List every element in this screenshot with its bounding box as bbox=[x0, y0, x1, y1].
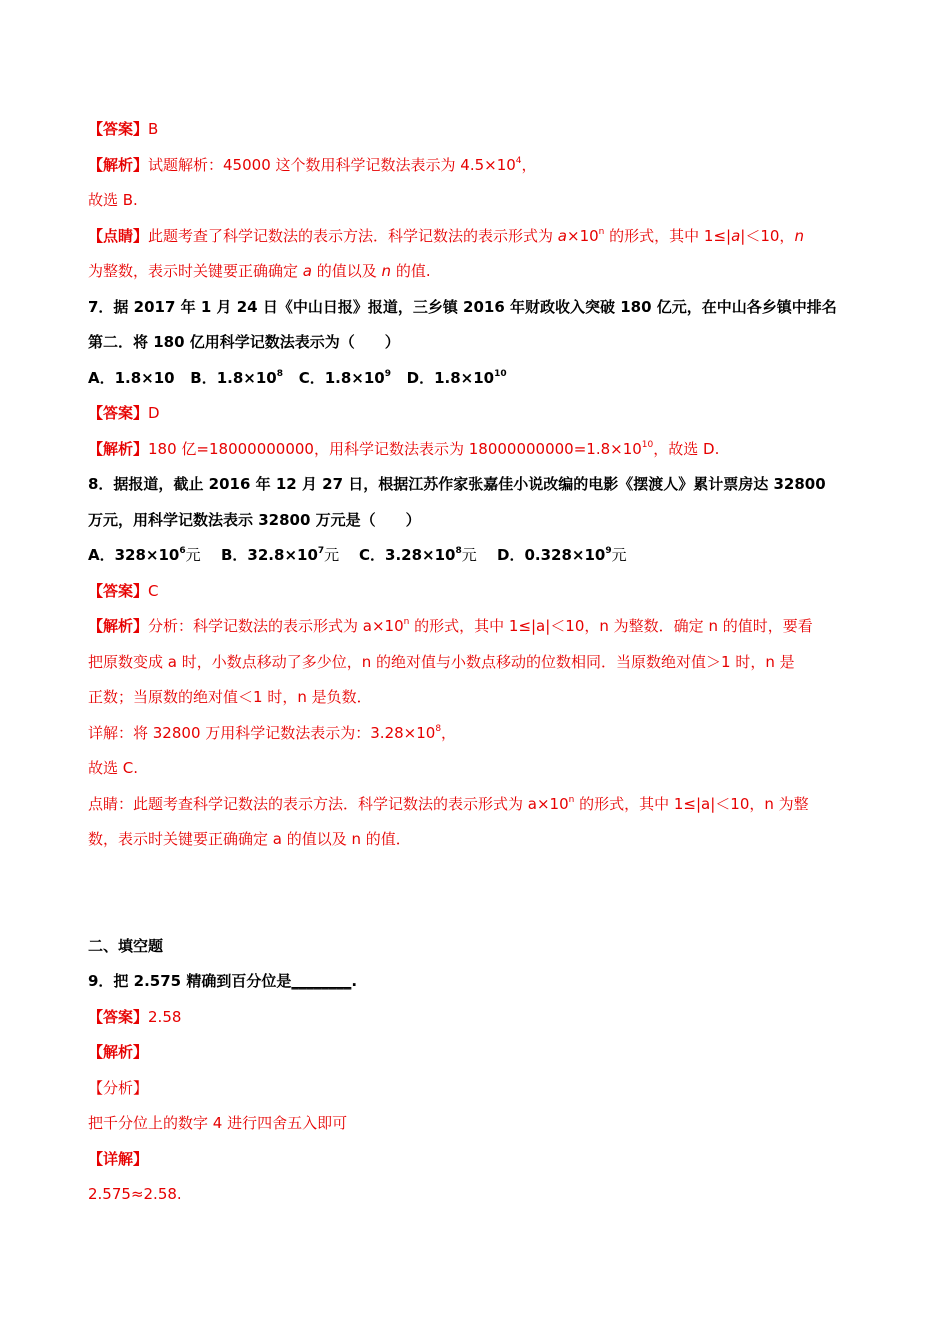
section-title: 二、填空题 bbox=[88, 936, 164, 955]
q8-option-b-exponent: 7 bbox=[317, 546, 325, 556]
q7-stem-line-2: 第二．将 180 亿用科学记数法表示为（ ） bbox=[88, 333, 400, 351]
detail-tag: 【详解】 bbox=[88, 1149, 149, 1168]
q6-answer-line bbox=[88, 112, 878, 148]
q8-answer-line bbox=[88, 574, 878, 610]
analysis-tag: 【解析】 bbox=[88, 439, 149, 458]
q8-option-a-text: A．328×10 bbox=[88, 546, 180, 564]
q6-review-var-a2: a bbox=[731, 226, 741, 245]
q9-analysis-line bbox=[88, 1035, 878, 1071]
q7-analysis-exponent: 10 bbox=[641, 439, 654, 450]
q8-analysis-text-2: 的形式，其中 1≤|a|＜10，n 为整数．确定 n 的值时，要看 bbox=[409, 617, 813, 635]
q8-option-a bbox=[88, 538, 221, 574]
q8-option-b-unit: 元 bbox=[324, 546, 340, 564]
q6-review-text-5: 的值以及 bbox=[311, 262, 382, 280]
q6-analysis-end: ， bbox=[521, 155, 537, 174]
q6-review-var-a3: a bbox=[302, 262, 312, 280]
analysis-tag: 【解析】 bbox=[88, 155, 149, 174]
q8-option-a-exponent: 6 bbox=[179, 546, 186, 556]
q9-stem-end: . bbox=[351, 972, 358, 990]
q9-fenxi-line: 把千分位上的数字 4 进行四舍五入即可 bbox=[88, 1114, 348, 1132]
q8-detail-exponent: 8 bbox=[435, 723, 442, 734]
q8-option-d-exponent: 9 bbox=[605, 546, 612, 556]
q9-detail-tag-line bbox=[88, 1142, 878, 1178]
q7-option-c-text: C．1.8×10 bbox=[298, 368, 385, 387]
q6-review-text-1: 此题考查了科学记数法的表示方法．科学记数法的表示形式为 bbox=[148, 226, 558, 245]
q8-option-d bbox=[497, 538, 627, 574]
q8-review-line-1 bbox=[88, 787, 878, 823]
q7-option-b-text: B．1.8×10 bbox=[190, 368, 277, 387]
q8-review-exponent: n bbox=[568, 794, 575, 805]
q6-review-var-n2: n bbox=[381, 262, 392, 280]
q9-answer-line bbox=[88, 1000, 878, 1036]
q9-detail-line: 2.575≈2.58. bbox=[88, 1185, 182, 1203]
answer-tag: 【答案】 bbox=[88, 404, 149, 422]
q7-option-a: A．1.8×10 bbox=[88, 368, 175, 387]
q8-choose-line: 故选 C. bbox=[88, 759, 139, 777]
q6-answer-value: B bbox=[148, 120, 159, 138]
q7-option-d bbox=[407, 361, 507, 397]
q8-analysis-line-3: 正数；当原数的绝对值＜1 时，n 是负数． bbox=[88, 688, 372, 706]
q7-analysis-end: ，故选 D. bbox=[653, 439, 720, 458]
q6-review-exponent: n bbox=[598, 226, 605, 237]
answer-tag: 【答案】 bbox=[88, 581, 149, 600]
q7-option-c bbox=[299, 361, 391, 397]
q8-analysis-text-1: 分析：科学记数法的表示形式为 a×10 bbox=[148, 617, 404, 635]
q9-stem-text: 9．把 2.575 精确到百分位是 bbox=[88, 972, 292, 990]
q6-review-line-2 bbox=[88, 254, 878, 290]
q7-answer-value: D bbox=[148, 404, 160, 422]
q8-analysis-line-2: 把原数变成 a 时，小数点移动了多少位，n 的绝对值与小数点移动的位数相同．当原数绝对值＞1 时，n 是 bbox=[88, 652, 795, 671]
analysis-tag: 【解析】 bbox=[88, 1043, 149, 1061]
q6-review-text-6: 的值. bbox=[391, 262, 431, 280]
q7-option-b-exponent: 8 bbox=[276, 368, 284, 379]
q8-option-b-text: B．32.8×10 bbox=[221, 546, 318, 564]
section-spacer bbox=[88, 858, 878, 929]
q6-review-line-1 bbox=[88, 219, 878, 255]
q8-review-text-1: 点睛：此题考查科学记数法的表示方法．科学记数法的表示形式为 a×10 bbox=[88, 794, 569, 813]
q8-review-text-2: 的形式，其中 1≤|a|＜10，n 为整 bbox=[574, 794, 809, 813]
analysis-tag: 【解析】 bbox=[88, 617, 149, 635]
q8-stem-line-1: 8．据报道，截止 2016 年 12 月 27 日，根据江苏作家张嘉佳小说改编的电影《摆渡人》累计票房达 32800 bbox=[88, 475, 826, 493]
q8-option-c-text: C．3.28×10 bbox=[359, 546, 456, 564]
q6-review-var-a: a bbox=[557, 226, 567, 245]
q8-stem-line-2: 万元，用科学记数法表示 32800 万元是（ ） bbox=[88, 510, 421, 529]
answer-tag: 【答案】 bbox=[88, 1007, 149, 1026]
q7-analysis-text: 180 亿=18000000000，用科学记数法表示为 18000000000=1.8×10 bbox=[148, 439, 642, 458]
document-page bbox=[88, 112, 878, 1213]
q7-options bbox=[88, 361, 878, 397]
q9-answer-blank: ________ bbox=[291, 972, 352, 990]
q6-review-text-3: |＜10， bbox=[740, 226, 795, 245]
q8-option-d-text: D．0.328×10 bbox=[497, 546, 606, 564]
q7-option-c-exponent: 9 bbox=[384, 368, 391, 379]
q7-option-b bbox=[190, 361, 283, 397]
q6-review-text-2: 的形式，其中 1≤| bbox=[604, 226, 732, 245]
q6-analysis-text: 试题解析：45000 这个数用科学记数法表示为 4.5×10 bbox=[148, 155, 516, 174]
q8-analysis-line-1 bbox=[88, 609, 878, 645]
q9-stem-line bbox=[88, 964, 878, 1000]
q6-review-var-n: n bbox=[794, 226, 804, 245]
q7-stem-line-1: 7．据 2017 年 1 月 24 日《中山日报》报道，三乡镇 2016 年财政收入突破 180 亿元，在中山各乡镇中排名 bbox=[88, 297, 837, 316]
q6-review-text-4: 为整数，表示时关键要正确确定 bbox=[88, 262, 303, 280]
q7-analysis-line bbox=[88, 432, 878, 468]
q6-choose-line: 故选 B. bbox=[88, 191, 138, 209]
q8-option-c bbox=[359, 538, 497, 574]
q8-option-a-unit: 元 bbox=[185, 546, 201, 564]
q7-option-d-text: D．1.8×10 bbox=[406, 368, 495, 387]
q9-fenxi-tag-line: 【分析】 bbox=[88, 1078, 149, 1097]
q6-analysis-exponent: 4 bbox=[515, 155, 522, 166]
q8-analysis-exponent: n bbox=[403, 617, 410, 627]
q8-option-b bbox=[221, 538, 359, 574]
q8-detail-line bbox=[88, 716, 878, 752]
q8-detail-text: 详解：将 32800 万用科学记数法表示为：3.28×10 bbox=[88, 723, 436, 742]
q8-option-c-exponent: 8 bbox=[455, 546, 462, 556]
q8-option-c-unit: 元 bbox=[461, 546, 477, 564]
q7-answer-line bbox=[88, 396, 878, 432]
q6-review-times: ×10 bbox=[567, 226, 599, 245]
q8-review-line-2: 数，表示时关键要正确确定 a 的值以及 n 的值． bbox=[88, 830, 411, 848]
answer-tag: 【答案】 bbox=[88, 120, 149, 138]
q8-answer-value: C bbox=[148, 581, 159, 600]
q9-answer-value: 2.58 bbox=[148, 1007, 182, 1026]
q7-option-d-exponent: 10 bbox=[494, 368, 507, 379]
q8-detail-end: ， bbox=[441, 723, 457, 742]
q6-analysis-line bbox=[88, 148, 878, 184]
q8-options bbox=[88, 538, 878, 574]
q8-option-d-unit: 元 bbox=[611, 546, 627, 564]
review-tag: 【点睛】 bbox=[88, 226, 149, 245]
